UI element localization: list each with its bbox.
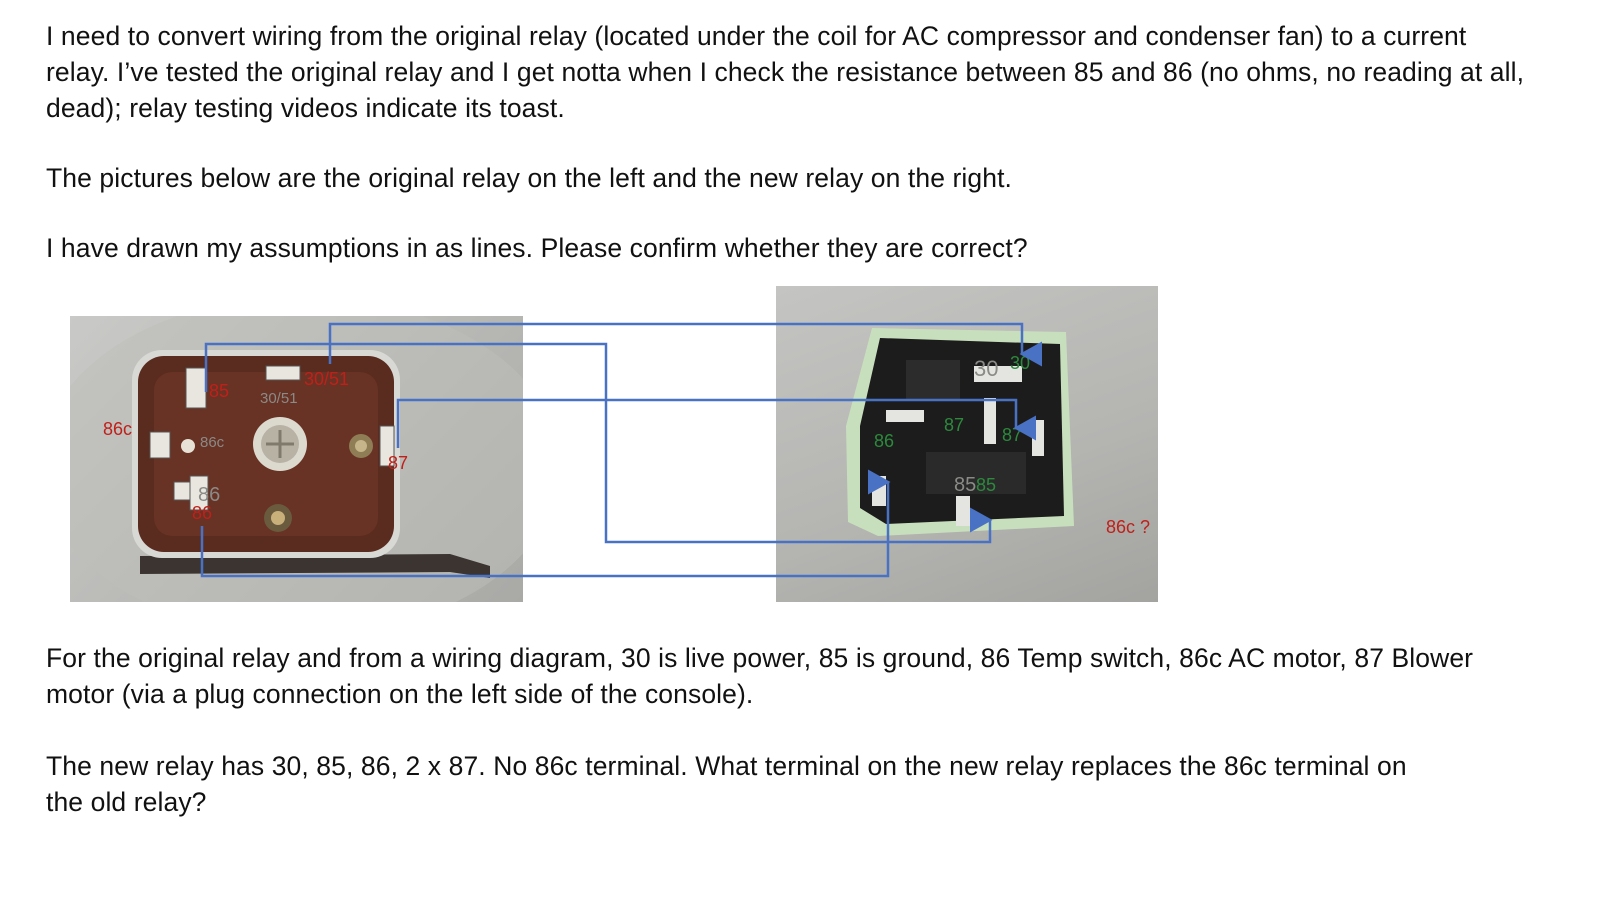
label-85-old: 85 bbox=[209, 381, 230, 401]
original-relay-illustration bbox=[70, 316, 523, 602]
stamp-30-new: 30 bbox=[974, 356, 999, 381]
original-relay-photo bbox=[70, 316, 523, 602]
label-87-old: 87 bbox=[388, 453, 409, 473]
label-87-new-left: 87 bbox=[944, 415, 965, 435]
intro-paragraph: I need to convert wiring from the original relay (located under the coil for AC compressor and condenser fan) to a current relay. I’ve tested the original relay and I get notta when I check the resistance between 85 and 86 (no ohms, no reading at all, dead); relay testing videos indicate its toast. bbox=[46, 21, 1525, 123]
new-relay-photo bbox=[776, 286, 1158, 602]
stamp-30-51-old: 30/51 bbox=[260, 390, 298, 407]
new-relay-question: The new relay has 30, 85, 86, 2 x 87. No 86c terminal. What terminal on the new relay replaces the 86c terminal on the old relay? bbox=[46, 751, 1407, 817]
label-30-51-old: 30/51 bbox=[304, 369, 350, 389]
label-87-new-right: 87 bbox=[1002, 425, 1023, 445]
stamp-85-new: 85 bbox=[954, 474, 977, 496]
pictures-description: The pictures below are the original relay on the left and the new relay on the right. bbox=[46, 163, 1013, 193]
terminal-description: For the original relay and from a wiring diagram, 30 is live power, 85 is ground, 86 Temp switch, 86c AC motor, 87 Blower motor (via a plug connection on the left side of the console). bbox=[46, 643, 1474, 709]
label-86c-old: 86c bbox=[103, 419, 133, 439]
label-30-new: 30 bbox=[1010, 353, 1031, 373]
label-85-new: 85 bbox=[976, 475, 997, 495]
assumptions-question: I have drawn my assumptions in as lines. Please confirm whether they are correct? bbox=[46, 233, 1028, 263]
label-86-old: 86 bbox=[192, 503, 213, 523]
label-86c-question: 86c ? bbox=[1106, 517, 1151, 537]
new-relay-illustration bbox=[776, 286, 1158, 602]
stamp-86c-old: 86c bbox=[200, 434, 225, 451]
stamp-86-old: 86 bbox=[198, 484, 221, 506]
label-86-new: 86 bbox=[874, 431, 895, 451]
